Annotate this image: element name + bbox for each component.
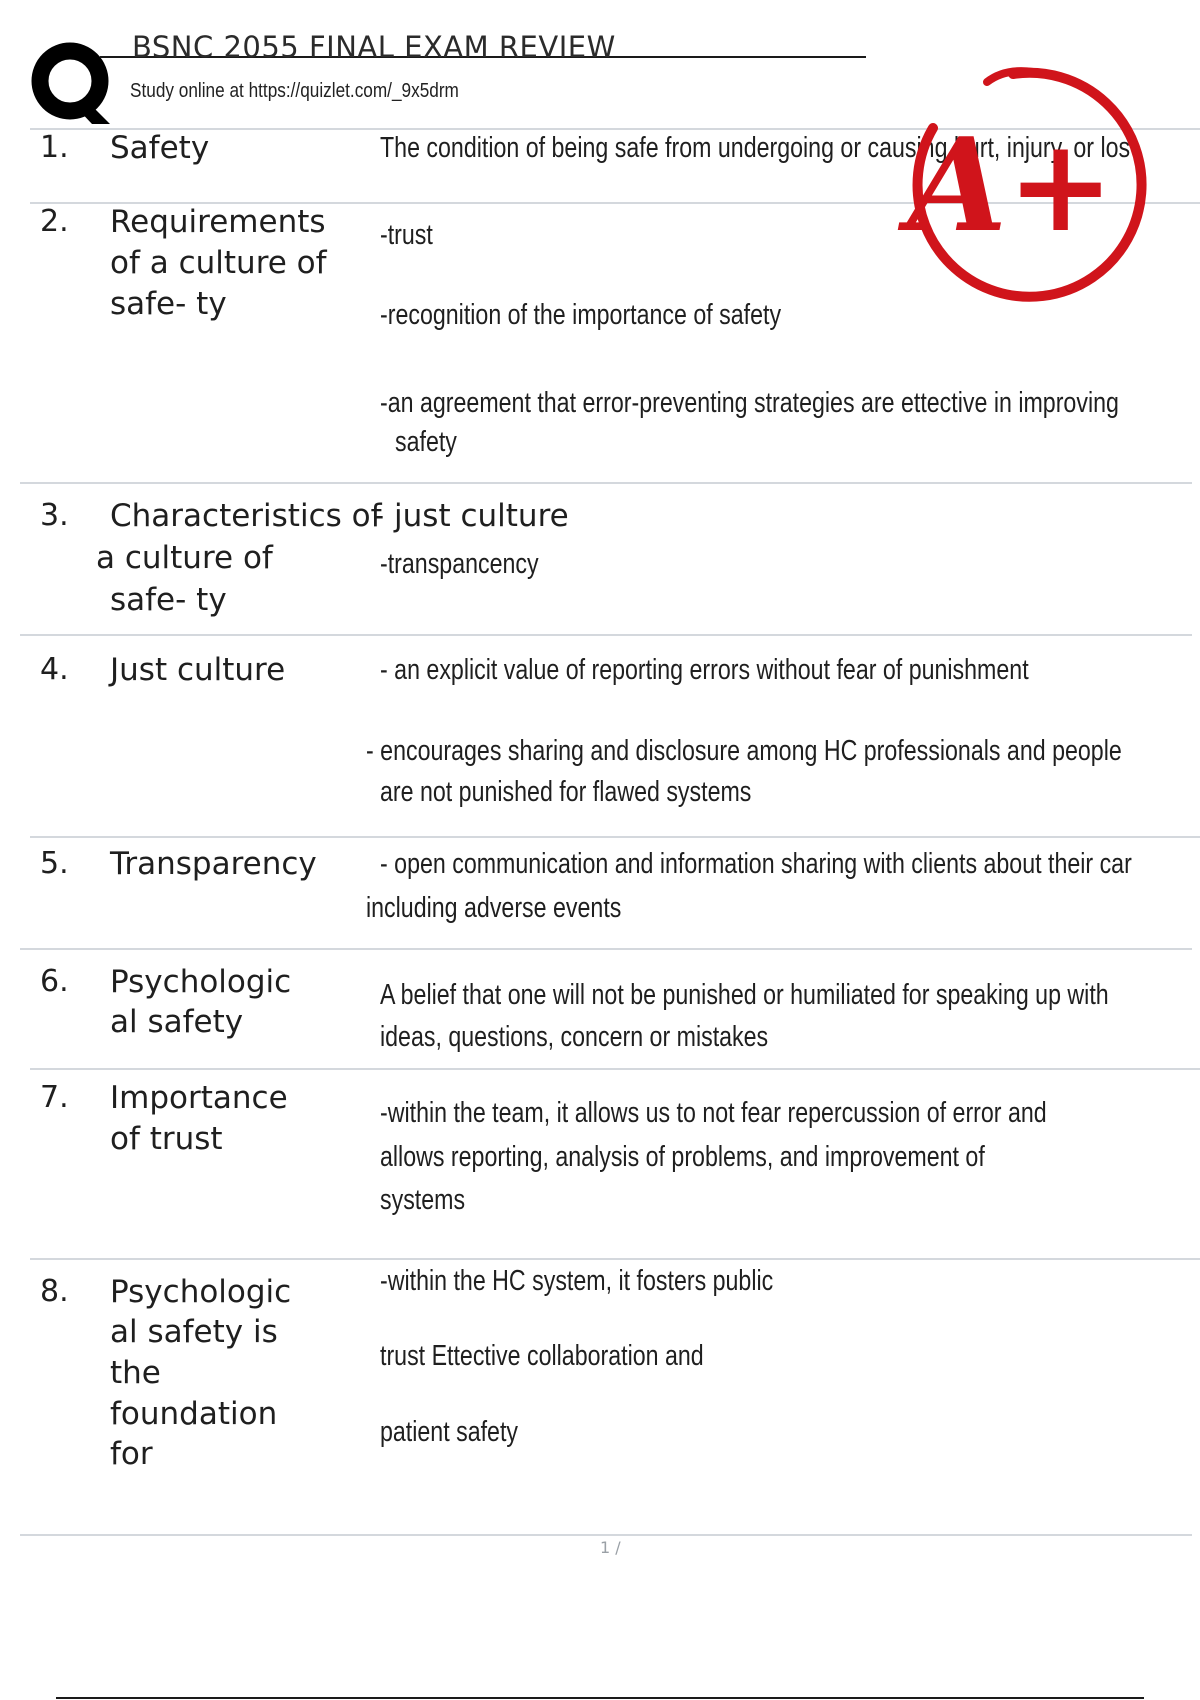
card-term-line: of trust (110, 1121, 223, 1157)
row-divider (20, 1534, 1192, 1536)
card-number: 6. (40, 964, 69, 999)
card-number: 5. (40, 846, 69, 881)
card-definition-line: -transpancency (380, 548, 539, 580)
card-definition-line: - open communication and information sharing with clients about their car (380, 848, 1132, 880)
document-title: BSNC 2055 FINAL EXAM REVIEW (132, 30, 616, 64)
card-term-line: foundation (110, 1396, 278, 1432)
card-term-line: Importance (110, 1080, 288, 1116)
card-definition-line: safety (395, 426, 457, 458)
card-definition-line: allows reporting, analysis of problems, and improvement of (380, 1141, 985, 1173)
card-definition-line: - an explicit value of reporting errors without fear of punishment (380, 654, 1029, 686)
row-divider (30, 1068, 1200, 1070)
study-online-link[interactable]: Study online at https://quizlet.com/_9x5drm (130, 80, 459, 102)
card-number: 7. (40, 1080, 69, 1115)
card-definition-line: -recognition of the importance of safety (380, 299, 782, 331)
card-term-line: of a culture of (110, 245, 327, 281)
card-term-line: safe- ty (110, 286, 227, 322)
card-term-line: a culture of (96, 540, 273, 576)
card-definition-line: -within the HC system, it fosters public (380, 1265, 774, 1297)
card-definition-line: - encourages sharing and disclosure among HC professionals and people (366, 735, 1122, 767)
card-definition-line: ideas, questions, concern or mistakes (380, 1021, 769, 1053)
card-term: Transparency (110, 846, 317, 882)
card-term-line: safe- ty (110, 582, 227, 618)
row-divider (30, 836, 1200, 838)
a-plus-grade-seal-icon (893, 58, 1147, 312)
card-definition-line: -trust (380, 219, 433, 251)
card-term-line: al safety is (110, 1314, 278, 1350)
card-term: Safety (110, 130, 210, 166)
card-term-line: the (110, 1355, 161, 1391)
card-definition-line: systems (380, 1184, 466, 1216)
card-term-line: Psychologic (110, 1274, 292, 1310)
card-definition-line: A belief that one will not be punished or humiliated for speaking up with (380, 979, 1109, 1011)
card-term: Just culture (110, 652, 286, 688)
card-definition-line: -within the team, it allows us to not fear repercussion of error and (380, 1097, 1047, 1129)
card-number: 8. (40, 1274, 69, 1309)
card-definition-line: -an agreement that error-preventing strategies are ettective in improving (380, 387, 1119, 419)
card-number: 4. (40, 652, 69, 687)
card-term-line: Psychologic (110, 964, 292, 1000)
row-divider (20, 634, 1192, 636)
card-term-line: Requirements (110, 204, 326, 240)
card-definition-line: trust Ettective collaboration and (380, 1340, 704, 1372)
card-definition-line: patient safety (380, 1416, 518, 1448)
card-definition-line: including adverse events (366, 892, 622, 924)
row-divider (20, 482, 1192, 484)
quizlet-logo-icon (30, 40, 114, 126)
row-divider (20, 948, 1192, 950)
page-number: 1 / (600, 1538, 621, 1557)
card-definition-line: - just culture (373, 498, 569, 534)
card-number: 1. (40, 130, 69, 165)
card-number: 3. (40, 498, 69, 533)
card-term-line: Characteristics of (110, 498, 382, 534)
card-definition-line: The condition of being safe from undergoing or causing hurt, injury, or los (380, 132, 1131, 164)
card-definition-line: are not punished for flawed systems (380, 776, 752, 808)
bottom-rule (56, 1697, 1144, 1699)
grade-seal-text: A+ (907, 111, 1115, 261)
card-term-line: al safety (110, 1004, 244, 1040)
card-term-line: for (110, 1436, 153, 1472)
card-number: 2. (40, 204, 69, 239)
